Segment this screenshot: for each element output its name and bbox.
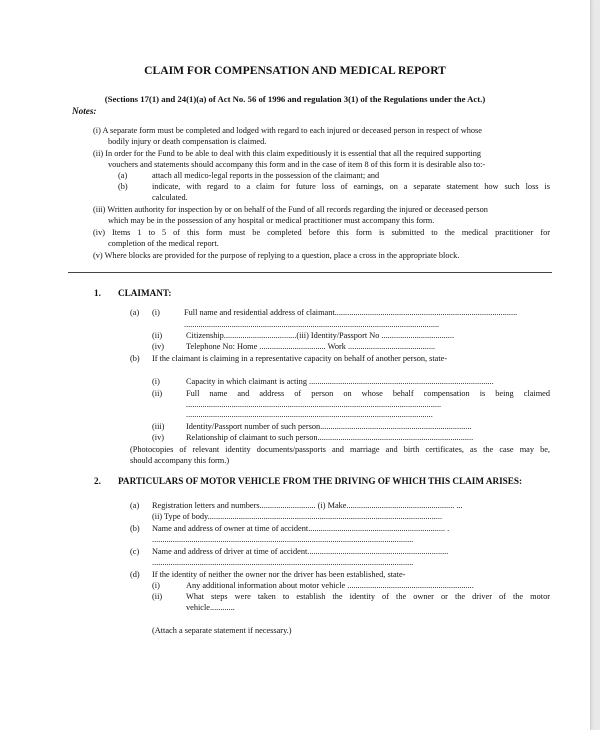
- s2-d-text: If the identity of neither the owner nor the driver has been established, state-: [152, 570, 406, 579]
- note-3-line-2: which may be in the possession of any hospital or medical practitioner must accompany this form.: [108, 216, 435, 225]
- s2-vehicle-info-field[interactable]: Any additional information about motor vehicle .............................................................: [186, 581, 474, 590]
- s2-c-label: (c): [130, 547, 140, 556]
- s2-driver-cont-field[interactable]: ..............................................................................................................................: [152, 558, 414, 567]
- s2-owner-cont-field[interactable]: ..............................................................................................................................: [152, 535, 414, 544]
- notes-heading: Notes:: [72, 106, 97, 116]
- s2-driver-field[interactable]: Name and address of driver at time of accident....................................................................: [152, 547, 449, 556]
- note-2-line-1: (ii) In order for the Fund to be able to deal with this claim expeditiously it is essential that all the required supporting: [93, 149, 482, 158]
- s2-owner-field[interactable]: Name and address of owner at time of accident.................................................................. .: [152, 524, 450, 533]
- s1-photocopies-note-cont: should accompany this form.): [130, 456, 230, 465]
- s2-body-type-field[interactable]: (ii) Type of body.................................................................................................................: [152, 512, 443, 521]
- note-2b-label: (b): [118, 182, 128, 191]
- note-2b-text: indicate, with regard to a claim for future loss of earnings, on a separate statement how such loss is: [152, 182, 550, 191]
- s1-a-iv-label: (iv): [152, 342, 164, 351]
- page-title: CLAIM FOR COMPENSATION AND MEDICAL REPORT: [144, 64, 446, 77]
- s1-a-ii-label: (ii): [152, 331, 163, 340]
- note-2b-text-cont: calculated.: [152, 193, 188, 202]
- s1-citizenship-id-field[interactable]: Citizenship...................................(iii) Identity/Passport No ...................................: [186, 331, 455, 340]
- s1-person-id-field[interactable]: Identity/Passport number of such person.........................................................................: [186, 422, 472, 431]
- s2-steps-field[interactable]: What steps were taken to establish the identity of the owner or the driver of the motor: [186, 592, 550, 601]
- s2-d-label: (d): [130, 570, 140, 579]
- s1-represented-person-cont-1[interactable]: ...........................................................................................................................: [186, 400, 442, 409]
- s1-photocopies-note: (Photocopies of relevant identity documents/passports and marriage and birth certificates, as the case may be,: [130, 445, 550, 454]
- s1-b-text: If the claimant is claiming in a representative capacity on behalf of another person, state-: [152, 354, 448, 363]
- section-1-heading: CLAIMANT:: [118, 288, 172, 298]
- note-1-line-1: (i) A separate form must be completed and lodged with regard to each injured or deceased person in respect of whose: [93, 126, 482, 135]
- note-2a-label: (a): [118, 171, 128, 180]
- s2-d-i-label: (i): [152, 581, 160, 590]
- s1-claimant-address-cont-field[interactable]: ...........................................................................................................................: [184, 320, 440, 329]
- section-2-heading: PARTICULARS OF MOTOR VEHICLE FROM THE DRIVING OF WHICH THIS CLAIM ARISES:: [118, 476, 523, 486]
- s1-b-iv-label: (iv): [152, 433, 164, 442]
- s1-relationship-field[interactable]: Relationship of claimant to such person...........................................................................: [186, 433, 474, 442]
- s1-represented-person-field[interactable]: Full name and address of person on whose behalf compensation is being claimed: [186, 389, 550, 398]
- s1-b-iii-label: (iii): [152, 422, 165, 431]
- s2-steps-cont-field[interactable]: vehicle............: [186, 603, 235, 612]
- note-2-line-2: vouchers and statements should accompany this form and in the case of item 8 of this form it is desirable also to:-: [108, 160, 486, 169]
- s1-telephone-field[interactable]: Telephone No: Home ................................ Work ..........................................: [186, 342, 436, 351]
- s2-a-label: (a): [130, 501, 140, 510]
- note-3-line-1: (iii) Written authority for inspection by or on behalf of the Fund of all records regarding the injured or deceased person: [93, 205, 488, 214]
- s1-a-i-label: (i): [152, 308, 160, 317]
- s1-claimant-name-address-field[interactable]: Full name and residential address of claimant........................................................................................: [184, 308, 518, 317]
- s2-attach-note: (Attach a separate statement if necessary.): [152, 626, 292, 635]
- section-1-number: 1.: [94, 288, 101, 298]
- s1-b-label: (b): [130, 354, 140, 363]
- s2-b-label: (b): [130, 524, 140, 533]
- note-4-line-1: (iv) Items 1 to 5 of this form must be completed before this form is submitted to the medical practitioner for: [93, 228, 550, 237]
- s1-a-label: (a): [130, 308, 140, 317]
- s2-registration-make-field[interactable]: Registration letters and numbers........................... (i) Make.................................................... ...: [152, 501, 463, 510]
- note-2a-text: attach all medico-legal reports in the possession of the claimant; and: [152, 171, 380, 180]
- note-5: (v) Where blocks are provided for the purpose of replying to a question, place a cross in the appropriate block.: [93, 251, 460, 260]
- note-1-line-2: bodily injury or death compensation is claimed.: [108, 137, 267, 146]
- s2-d-ii-label: (ii): [152, 592, 163, 601]
- divider: [68, 272, 552, 273]
- section-2-number: 2.: [94, 476, 101, 486]
- s1-represented-person-cont-2[interactable]: .......................................................................................................................: [186, 410, 433, 419]
- note-4-line-2: completion of the medical report.: [108, 239, 219, 248]
- s1-b-ii-label: (ii): [152, 389, 163, 398]
- s1-b-i-label: (i): [152, 377, 160, 386]
- s1-capacity-field[interactable]: Capacity in which claimant is acting .........................................................................................: [186, 377, 494, 386]
- page-subtitle: (Sections 17(1) and 24(1)(a) of Act No. 56 of 1996 and regulation 3(1) of the Regulations under the Act.): [104, 94, 486, 104]
